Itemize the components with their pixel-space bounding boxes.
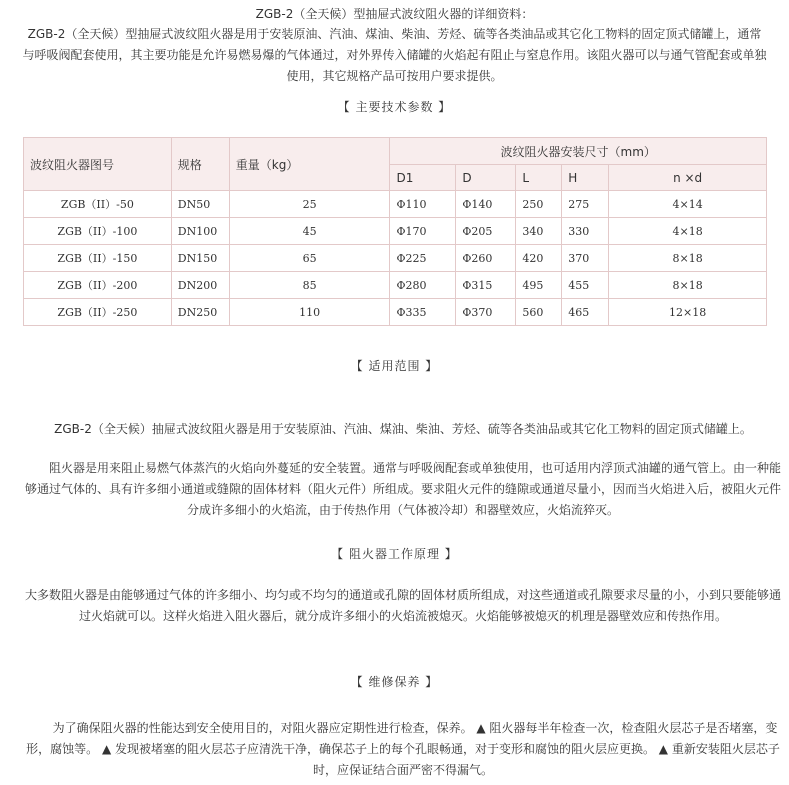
section-heading-specs: 【 主要技术参数 】 <box>337 100 452 114</box>
cell-weight: 110 <box>229 299 390 326</box>
table-header-row <box>24 138 767 165</box>
cell-nxd: 8×18 <box>609 272 767 299</box>
spec-table <box>23 137 767 326</box>
header-nxd: n ×d <box>609 165 767 191</box>
cell-h: 275 <box>562 191 609 218</box>
cell-d: Φ260 <box>456 245 516 272</box>
cell-nxd: 4×18 <box>609 218 767 245</box>
cell-weight: 65 <box>229 245 390 272</box>
cell-d1: Φ110 <box>390 191 456 218</box>
header-dims: 波纹阻火器安装尺寸（mm） <box>390 138 767 165</box>
cell-spec: DN50 <box>171 191 229 218</box>
cell-l: 495 <box>516 272 562 299</box>
table-row <box>24 218 767 245</box>
cell-d: Φ370 <box>456 299 516 326</box>
page-title: ZGB-2（全天候）型抽屉式波纹阻火器的详细资料： <box>255 7 534 21</box>
header-d1: D1 <box>390 165 456 191</box>
header-h: H <box>562 165 609 191</box>
header-d: D <box>456 165 516 191</box>
cell-d: Φ315 <box>456 272 516 299</box>
table-row <box>24 299 767 326</box>
cell-weight: 25 <box>229 191 390 218</box>
cell-d: Φ205 <box>456 218 516 245</box>
header-weight: 重量（kg） <box>229 138 390 191</box>
cell-l: 340 <box>516 218 562 245</box>
cell-model: ZGB（II）-100 <box>24 218 172 245</box>
cell-weight: 45 <box>229 218 390 245</box>
maintenance-paragraph: 为了确保阻火器的性能达到安全使用目的，对阻火器应定期性进行检查，保养。 ▲ 阻火器每半年检查一次，检查阻火层芯子是否堵塞，变形，腐蚀等。 ▲ 发现被堵塞的阻火层芯子应清洗干净，确保芯子上的每个孔眼畅通，对于变形和腐蚀的阻火层应更换。 ▲ 重新安装阻火层芯子时，应保证结合面严密不得漏气。 <box>26 721 780 777</box>
intro-paragraph: ZGB-2（全天候）型抽屉式波纹阻火器是用于安装原油、汽油、煤油、柴油、芳烃、硫等各类油品或其它化工物料的固定顶式储罐上，通常与呼吸阀配套使用，其主要功能是允许易燃易爆的气体通过，对外界传入储罐的火焰起有阻止与窒息作用。该阻火器可以与通气管配套或单独使用，其它规格产品可按用户要求提供。 <box>22 27 767 83</box>
cell-nxd: 4×14 <box>609 191 767 218</box>
cell-d1: Φ280 <box>390 272 456 299</box>
cell-l: 420 <box>516 245 562 272</box>
cell-model: ZGB（II）-50 <box>24 191 172 218</box>
section-heading-maintenance: 【 维修保养 】 <box>350 675 439 689</box>
cell-model: ZGB（II）-250 <box>24 299 172 326</box>
cell-d: Φ140 <box>456 191 516 218</box>
cell-nxd: 12×18 <box>609 299 767 326</box>
scope-paragraph: ZGB-2（全天候）抽屉式波纹阻火器是用于安装原油、汽油、煤油、柴油、芳烃、硫等各类油品或其它化工物料的固定顶式储罐上。 <box>54 422 752 436</box>
cell-spec: DN250 <box>171 299 229 326</box>
cell-d1: Φ335 <box>390 299 456 326</box>
cell-h: 370 <box>562 245 609 272</box>
cell-model: ZGB（II）-150 <box>24 245 172 272</box>
cell-h: 330 <box>562 218 609 245</box>
header-l: L <box>516 165 562 191</box>
table-row <box>24 191 767 218</box>
cell-h: 465 <box>562 299 609 326</box>
cell-spec: DN150 <box>171 245 229 272</box>
cell-nxd: 8×18 <box>609 245 767 272</box>
cell-model: ZGB（II）-200 <box>24 272 172 299</box>
section-heading-principle: 【 阻火器工作原理 】 <box>331 547 458 561</box>
cell-h: 455 <box>562 272 609 299</box>
table-row <box>24 272 767 299</box>
cell-l: 250 <box>516 191 562 218</box>
cell-d1: Φ225 <box>390 245 456 272</box>
principle-paragraph: 大多数阻火器是由能够通过气体的许多细小、均匀或不均匀的通道或孔隙的固体材质所组成，对这些通道或孔隙要求尽量的小，小到只要能够通过火焰就可以。这样火焰进入阻火器后，就分成许多细小的火焰流被熄灭。火焰能够被熄灭的机理是器壁效应和传热作用。 <box>24 588 781 623</box>
cell-spec: DN200 <box>171 272 229 299</box>
header-model: 波纹阻火器图号 <box>24 138 172 191</box>
cell-weight: 85 <box>229 272 390 299</box>
table-row <box>24 245 767 272</box>
section-heading-scope: 【 适用范围 】 <box>350 359 439 373</box>
cell-spec: DN100 <box>171 218 229 245</box>
cell-d1: Φ170 <box>390 218 456 245</box>
header-spec: 规格 <box>171 138 229 191</box>
cell-l: 560 <box>516 299 562 326</box>
scope-paragraph-2: 阻火器是用来阻止易燃气体蒸汽的火焰向外蔓延的安全装置。通常与呼吸阀配套或单独使用，也可适用内浮顶式油罐的通气管上。由一种能够通过气体的、具有许多细小通道或缝隙的固体材料（阻火元件）所组成。要求阻火元件的缝隙或通道尽量小，因而当火焰进入后，被阻火元件分成许多细小的火焰流，由于传热作用（气体被冷却）和器壁效应，火焰流猝灭。 <box>24 461 781 517</box>
